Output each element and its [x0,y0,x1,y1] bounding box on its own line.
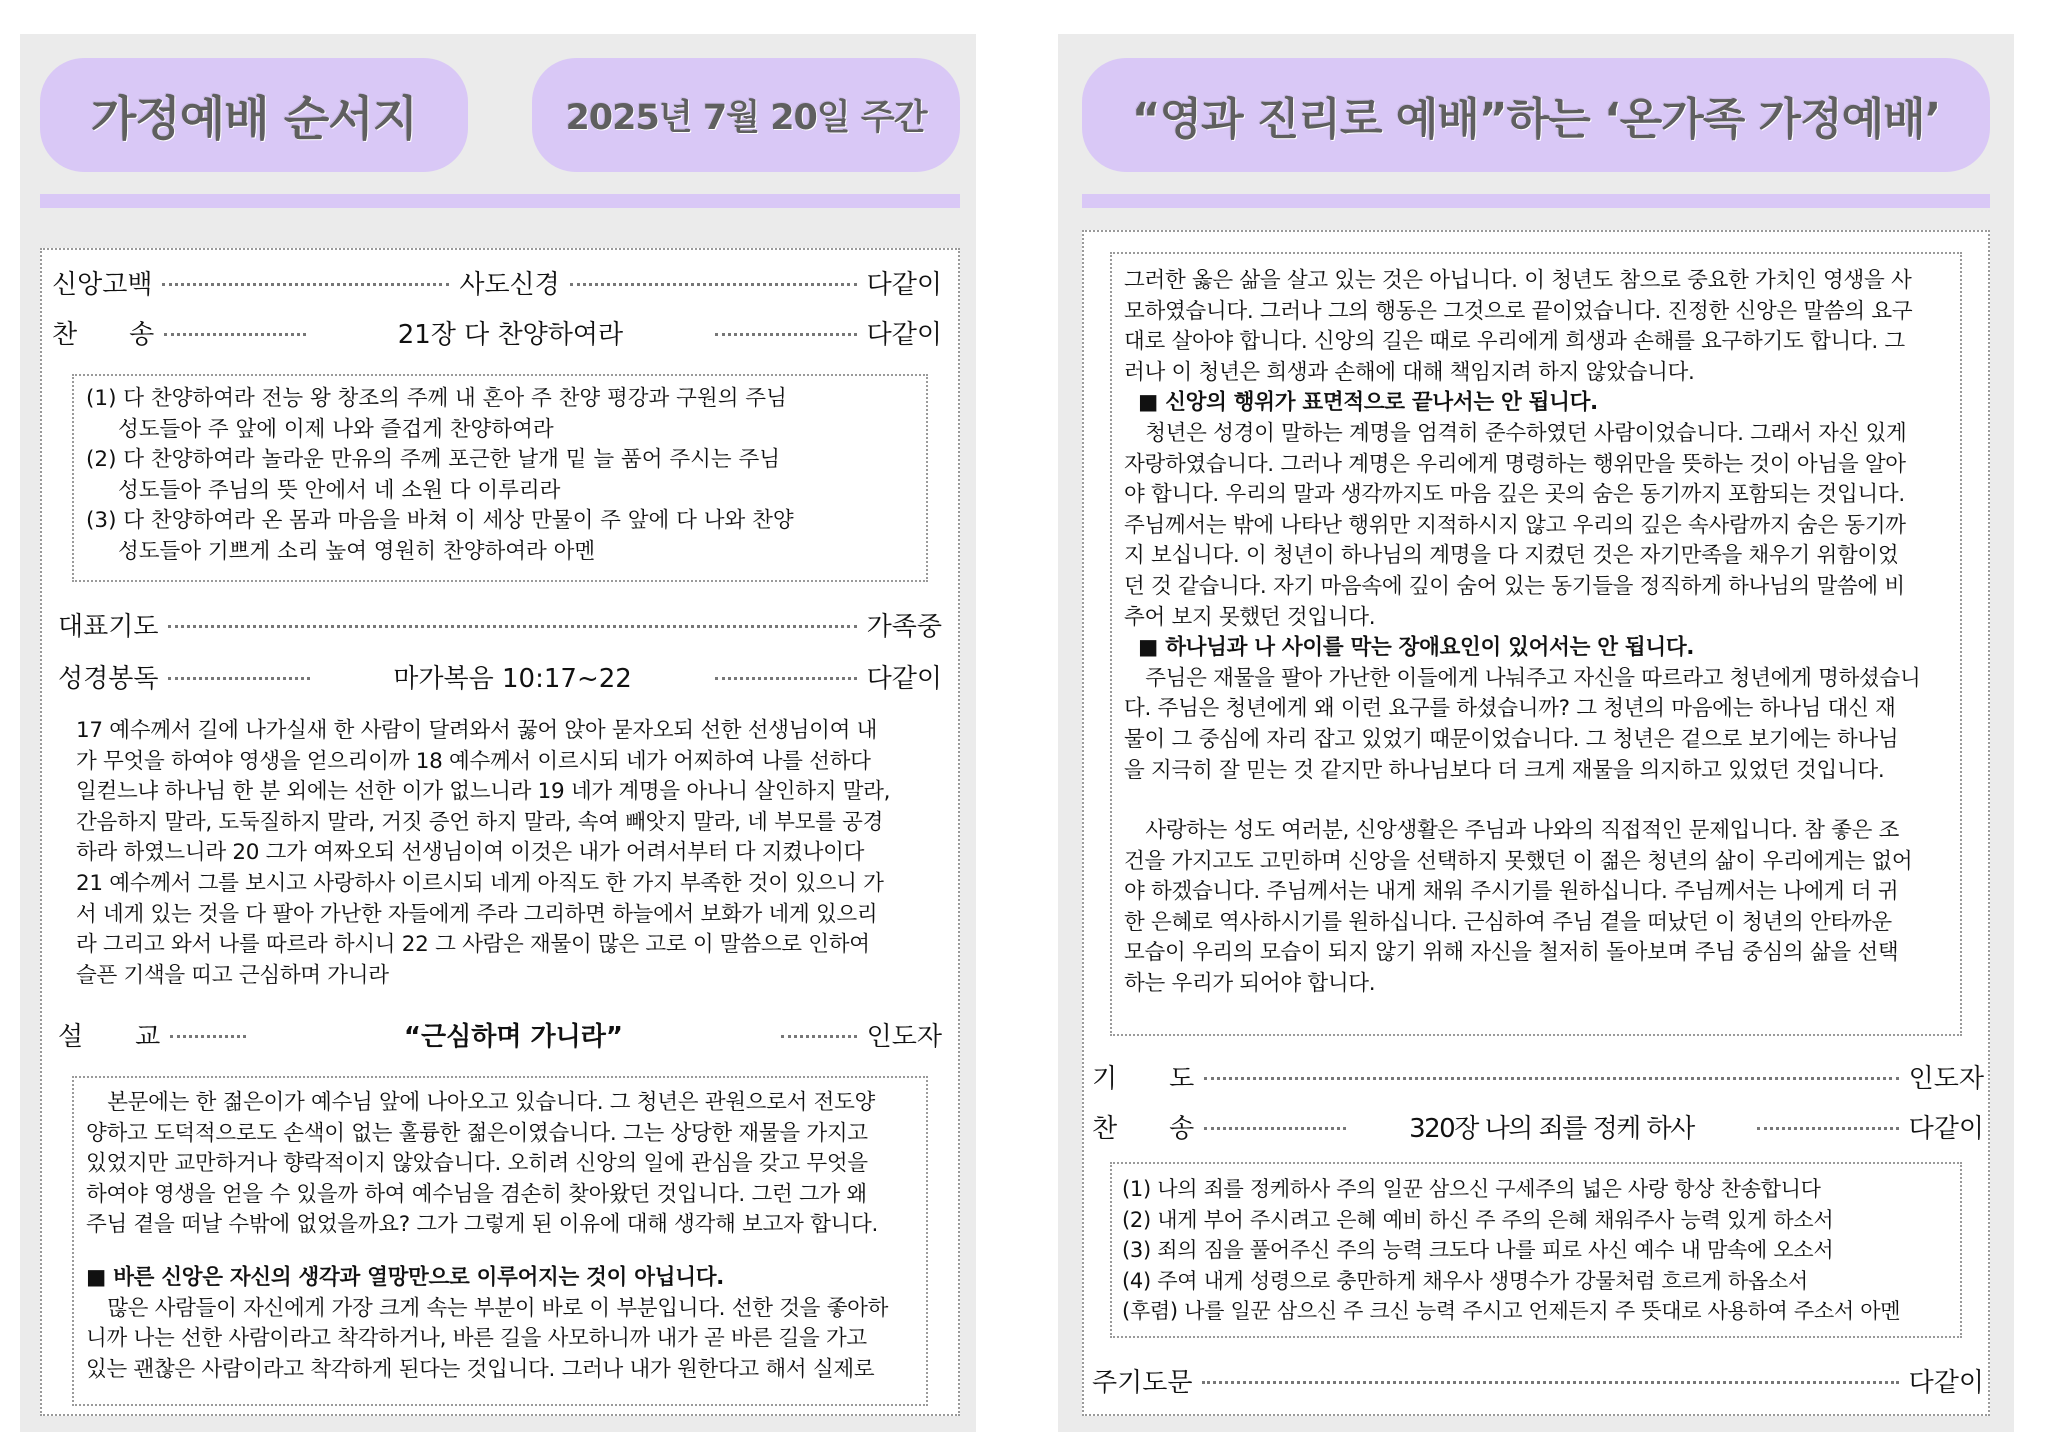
hymn-verse: (2) 다 찬양하여라 놀라운 만유의 주께 포근한 날개 밑 늘 품어 주시는 주님 [86,447,781,473]
dotted-leader [168,625,856,628]
sermon-continued-box [1110,252,1962,1036]
sermon-line: 건을 가지고도 고민하며 신앙을 선택하지 못했던 이 젊은 청년의 삶이 우리에게는 없어 [1124,848,1913,874]
scripture-line: 21 예수께서 그를 보시고 사랑하사 이르시되 네게 아직도 한 가지 부족한 것이 있으니 가 [76,870,884,896]
sermon-line: 많은 사람들이 자신에게 가장 크게 속는 부분이 바로 이 부분입니다. 선한 것을 좋아하 [86,1295,889,1321]
sermon-line: 주님은 재물을 팔아 가난한 이들에게 나눠주고 자신을 따르라고 청년에게 명하셨습니 [1124,665,1921,691]
sermon-line: 자랑하였습니다. 그러나 계명은 우리에게 명령하는 행위만을 뜻하는 것이 아님을 알아 [1124,451,1906,477]
order-row-prayer [1092,1054,1984,1098]
order-label: 설 교 [58,1021,161,1052]
sermon-line: 있었지만 교만하거나 향락적이지 않았습니다. 오히려 신앙의 일에 관심을 갖고 무엇을 [86,1151,868,1177]
sermon-line: 야 하겠습니다. 주님께서는 내게 채워 주시기를 원하십니다. 주님께서는 나에게 더 귀 [1124,879,1899,905]
left-title: 가정예배 순서지 [90,91,418,147]
dotted-leader [164,333,306,336]
sermon-line: 하여야 영생을 얻을 수 있을까 하여 예수님을 겸손히 찾아왔던 것입니다. 그런 그가 왜 [86,1181,867,1207]
sermon-line: 모하였습니다. 그러나 그의 행동은 그것으로 끝이었습니다. 진정한 신앙은 말씀의 요구 [1124,298,1913,324]
order-who: 다같이 [1908,1367,1984,1398]
scripture-line: 서 네게 있는 것을 다 팔아 가난한 자들에게 주라 그리하면 하늘에서 보화가 네게 있으리 [76,901,878,927]
right-content-area [1082,230,1990,1416]
scripture-line: 일컫느냐 하나님 한 분 외에는 선한 이가 없느니라 19 네가 계명을 아나니 살인하지 말라, [76,779,891,805]
right-accent-bar [1082,194,1990,208]
sermon-heading: ■ 신앙의 행위가 표면적으로 끝나서는 안 됩니다. [1138,390,1598,416]
sermon-line: 을 지극히 잘 믿는 것 같지만 하나님보다 더 크게 재물을 의지하고 있었던 것입니다. [1124,757,1885,783]
dotted-leader [1202,1381,1898,1384]
order-who: 인도자 [866,1021,942,1052]
dotted-leader [715,677,857,680]
hymn-verse: 성도들아 주님의 뜻 안에서 네 소원 다 이루리라 [118,477,561,503]
sermon-line: 던 것 같습니다. 자기 마음속에 깊이 숨어 있는 동기들을 정직하게 하나님의 말씀에 비 [1124,573,1905,599]
sermon-line: 주님께서는 밖에 나타난 행위만 지적하시지 않고 우리의 깊은 속사람까지 숨은 동기까 [1124,512,1906,538]
scripture-line: 하라 하였느니라 20 그가 여짜오되 선생님이여 이것은 내가 어려서부터 다 지켰나이다 [76,840,865,866]
order-label: 성경봉독 [58,663,159,694]
right-page [1058,34,2014,1432]
order-row-lords-prayer [1092,1358,1984,1402]
left-accent-bar [40,194,960,208]
order-content: 320장 나의 죄를 정케 하사 [1409,1113,1694,1144]
order-content: 사도신경 [459,269,560,300]
sermon-line: 있는 괜찮은 사람이라고 착각하게 된다는 것입니다. 그러나 내가 원한다고 해서 실제로 [86,1356,875,1382]
order-row-prayer [58,602,942,646]
sermon-heading: ■ 하나님과 나 사이를 막는 장애요인이 있어서는 안 됩니다. [1138,635,1695,661]
left-page [20,34,976,1432]
sermon-line: 사랑하는 성도 여러분, 신앙생활은 주님과 나와의 직접적인 문제입니다. 참 좋은 조 [1124,818,1900,844]
hymn-verse: (2) 내게 부어 주시려고 은혜 예비 하신 주 주의 은혜 채워주사 능력 있게 하소서 [1122,1207,1834,1232]
order-row-hymn [1092,1104,1984,1148]
left-content-area [40,248,960,1416]
scripture-line: 간음하지 말라, 도둑질하지 말라, 거짓 증언 하지 말라, 속여 빼앗지 말라, 네 부모를 공경 [76,809,884,835]
dotted-leader [781,1035,857,1038]
hymn-verse: 성도들아 기쁘게 소리 높여 영원히 찬양하여라 아멘 [118,538,596,564]
order-label: 찬 송 [52,319,155,350]
order-who: 다같이 [1908,1113,1984,1144]
scripture-line: 슬픈 기색을 띠고 근심하며 가니라 [76,962,389,988]
order-who: 인도자 [1908,1063,1984,1094]
scripture-text [76,716,926,991]
hymn-verse: (1) 나의 죄를 정케하사 주의 일꾼 삼으신 구세주의 넓은 사랑 항상 찬송합니다 [1122,1177,1821,1201]
dotted-leader [170,1035,246,1038]
sermon-line: 양하고 도덕적으로도 손색이 없는 훌륭한 젊은이였습니다. 그는 상당한 재물을 가지고 [86,1120,868,1146]
date-banner [532,58,960,172]
right-title: “영과 진리로 예배”하는 ‘온가족 가정예배’ [1131,94,1941,145]
order-row-hymn [52,310,942,354]
order-content: 21장 다 찬양하여라 [397,319,624,350]
sermon-heading: ■ 바른 신앙은 자신의 생각과 열망만으로 이루어지는 것이 아닙니다. [86,1264,725,1290]
sermon-box [72,1076,928,1406]
dotted-leader [168,677,310,680]
order-row-reading [58,654,942,698]
order-label: 기 도 [1092,1063,1195,1094]
hymn-lyrics-box [1110,1162,1962,1338]
hymn-verse: (4) 주여 내게 성령으로 충만하게 채우사 생명수가 강물처럼 흐르게 하옵소서 [1122,1268,1808,1293]
sermon-line: 대로 살아야 합니다. 신앙의 길은 때로 우리에게 희생과 손해를 요구하기도 합니다. 그 [1124,329,1905,355]
hymn-verse: 성도들아 주 앞에 이제 나와 즐겁게 찬양하여라 [118,416,554,442]
hymn-verse: (1) 다 찬양하여라 전능 왕 창조의 주께 내 혼아 주 찬양 평강과 구원의 주님 [86,386,787,411]
dotted-leader [1204,1077,1898,1080]
hymn-verse: (후렴) 나를 일꾼 삼으신 주 크신 능력 주시고 언제든지 주 뜻대로 사용하여 주소서 아멘 [1122,1299,1901,1324]
sermon-line: 모습이 우리의 모습이 되지 않기 위해 자신을 철저히 돌아보며 주님 중심의 삶을 선택 [1124,940,1899,966]
order-who: 다같이 [866,269,943,300]
scripture-line: 가 무엇을 하여야 영생을 얻으리이까 18 예수께서 이르시되 네가 어찌하여 나를 선하다 [76,748,871,774]
sermon-line: 니까 나는 선한 사람이라고 착각하거나, 바른 길을 사모하니까 내가 곧 바른 길을 가고 [86,1326,867,1352]
order-row-creed [52,260,942,304]
order-label: 주기도문 [1092,1367,1193,1398]
scripture-line: 17 예수께서 길에 나가실새 한 사람이 달려와서 꿇어 앉아 묻자오되 선한 선생님이여 내 [76,718,878,743]
sermon-line: 주님 곁을 떠날 수밖에 없었을까요? 그가 그렇게 된 이유에 대해 생각해 보고자 합니다. [86,1212,879,1238]
right-title-banner [1082,58,1990,172]
order-label: 찬 송 [1092,1113,1195,1144]
hymn-verse: (3) 다 찬양하여라 온 몸과 마음을 바쳐 이 세상 만물이 주 앞에 다 나와 찬양 [86,508,794,534]
sermon-line: 다. 주님은 청년에게 왜 이런 요구를 하셨습니까? 그 청년의 마음에는 하나님 대신 재 [1124,696,1896,722]
order-row-sermon [58,1012,942,1056]
order-who: 가족중 [866,611,942,642]
hymn-lyrics-box [72,374,928,582]
sermon-title: “근심하며 가니라” [403,1021,623,1052]
sermon-line: 그러한 옳은 삶을 살고 있는 것은 아닙니다. 이 청년도 참으로 중요한 가치인 영생을 사 [1124,268,1912,293]
dotted-leader [1757,1127,1899,1130]
sermon-line: 추어 보지 못했던 것입니다. [1124,604,1376,630]
sermon-line: 청년은 성경이 말하는 계명을 엄격히 준수하였던 사람이었습니다. 그래서 자신 있게 [1124,420,1907,446]
sermon-line: 러나 이 청년은 희생과 손해에 대해 책임지려 하지 않았습니다. [1124,359,1695,385]
sermon-line: 지 보십니다. 이 청년이 하나님의 계명을 다 지켰던 것은 자기만족을 채우기 위함이었 [1124,543,1899,569]
left-title-banner [40,58,468,172]
dotted-leader [715,333,857,336]
sermon-line: 야 합니다. 우리의 말과 생각까지도 마음 깊은 곳의 숨은 동기까지 포함되는 것입니다. [1124,482,1905,508]
date-label: 2025년 7월 20일 주간 [565,98,927,138]
sermon-line: 하는 우리가 되어야 합니다. [1124,971,1376,997]
dotted-leader [162,283,449,286]
order-label: 신앙고백 [52,269,153,300]
sermon-line: 한 은혜로 역사하시기를 원하십니다. 근심하여 주님 곁을 떠났던 이 청년의 안타까운 [1124,909,1892,935]
hymn-verse: (3) 죄의 짐을 풀어주신 주의 능력 크도다 나를 피로 사신 예수 내 맘속에 오소서 [1122,1238,1834,1263]
sermon-line: 물이 그 중심에 자리 잡고 있었기 때문이었습니다. 그 청년은 겉으로 보기에는 하나님 [1124,726,1899,752]
order-content: 마가복음 10:17~22 [393,663,632,694]
scripture-line: 라 그리고 와서 나를 따르라 하시니 22 그 사람은 재물이 많은 고로 이 말씀으로 인하여 [76,932,870,958]
order-label: 대표기도 [58,611,159,642]
dotted-leader [1204,1127,1346,1130]
order-who: 다같이 [866,319,942,350]
order-who: 다같이 [866,663,942,694]
dotted-leader [570,283,857,286]
sermon-line: 본문에는 한 젊은이가 예수님 앞에 나아오고 있습니다. 그 청년은 관원으로서 전도양 [86,1090,876,1115]
